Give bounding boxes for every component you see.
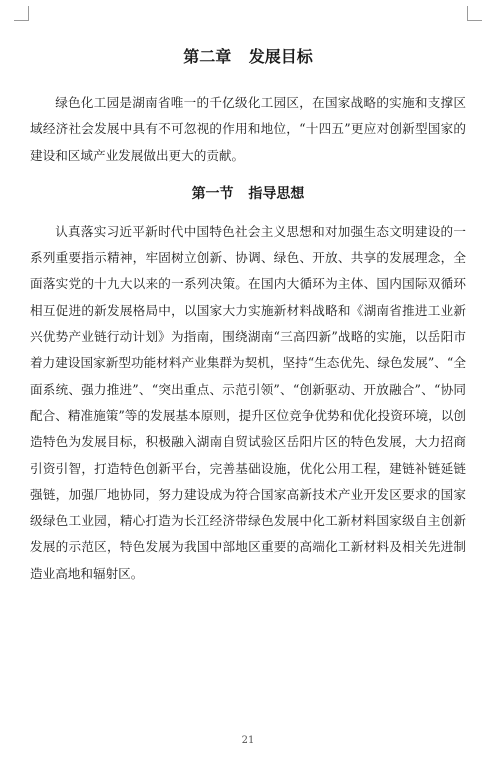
section-title: 第一节 指导思想 [191,185,305,202]
crop-mark-top-right [467,6,482,21]
section-paragraph: 认真落实习近平新时代中国特色社会主义思想和对加强生态文明建设的一系列重要指示精神，牢固树立创新、协调、绿色、开放、共享的发展理念，全面落实党的十九大以来的一系列决策。在国内大循环为主体、国内国际双循环相互促进的新发展格局中，以国家大力实施新材料战略和《湖南省推进工业新兴优势产业链行动计划》为指南，围绕湖南“三高四新”战略的实施，以岳阳市着力建设国家新型功能材料产业集群为契机，坚持“生态优先、绿色发展”、“全面系统、强力推进”、“突出重点、示范引领”、“创新驱动、开放融合”、“协同配合、精准施策”等的发展基本原则，提升区位竞争优势和优化投资环境，以创造特色为发展目标，积极融入湖南自贸试验区岳阳片区的特色发展，大力招商引资引智，打造特色创新平台，完善基础设施，优化公用工程，建链补链延链强链，加强厂地协同，努力建设成为符合国家高新技术产业开发区要求的国家级绿色工业园，精心打造为长江经济带绿色发展中化工新材料国家级自主创新发展的示范区，特色发展为我国中部地区重要的高端化工新材料及相关先进制造业高地和辐射区。 [30,223,466,581]
crop-mark-top-left [14,6,29,21]
document-page [30,30,466,587]
intro-paragraph: 绿色化工园是湖南省唯一的千亿级化工园区，在国家战略的实施和支撑区域经济社会发展中具有不可忽视的作用和地位，“十四五”更应对创新型国家的建设和区域产业发展做出更大的贡献。 [30,95,466,163]
chapter-title: 第二章 发展目标 [183,47,313,66]
page-number: 21 [241,735,255,746]
